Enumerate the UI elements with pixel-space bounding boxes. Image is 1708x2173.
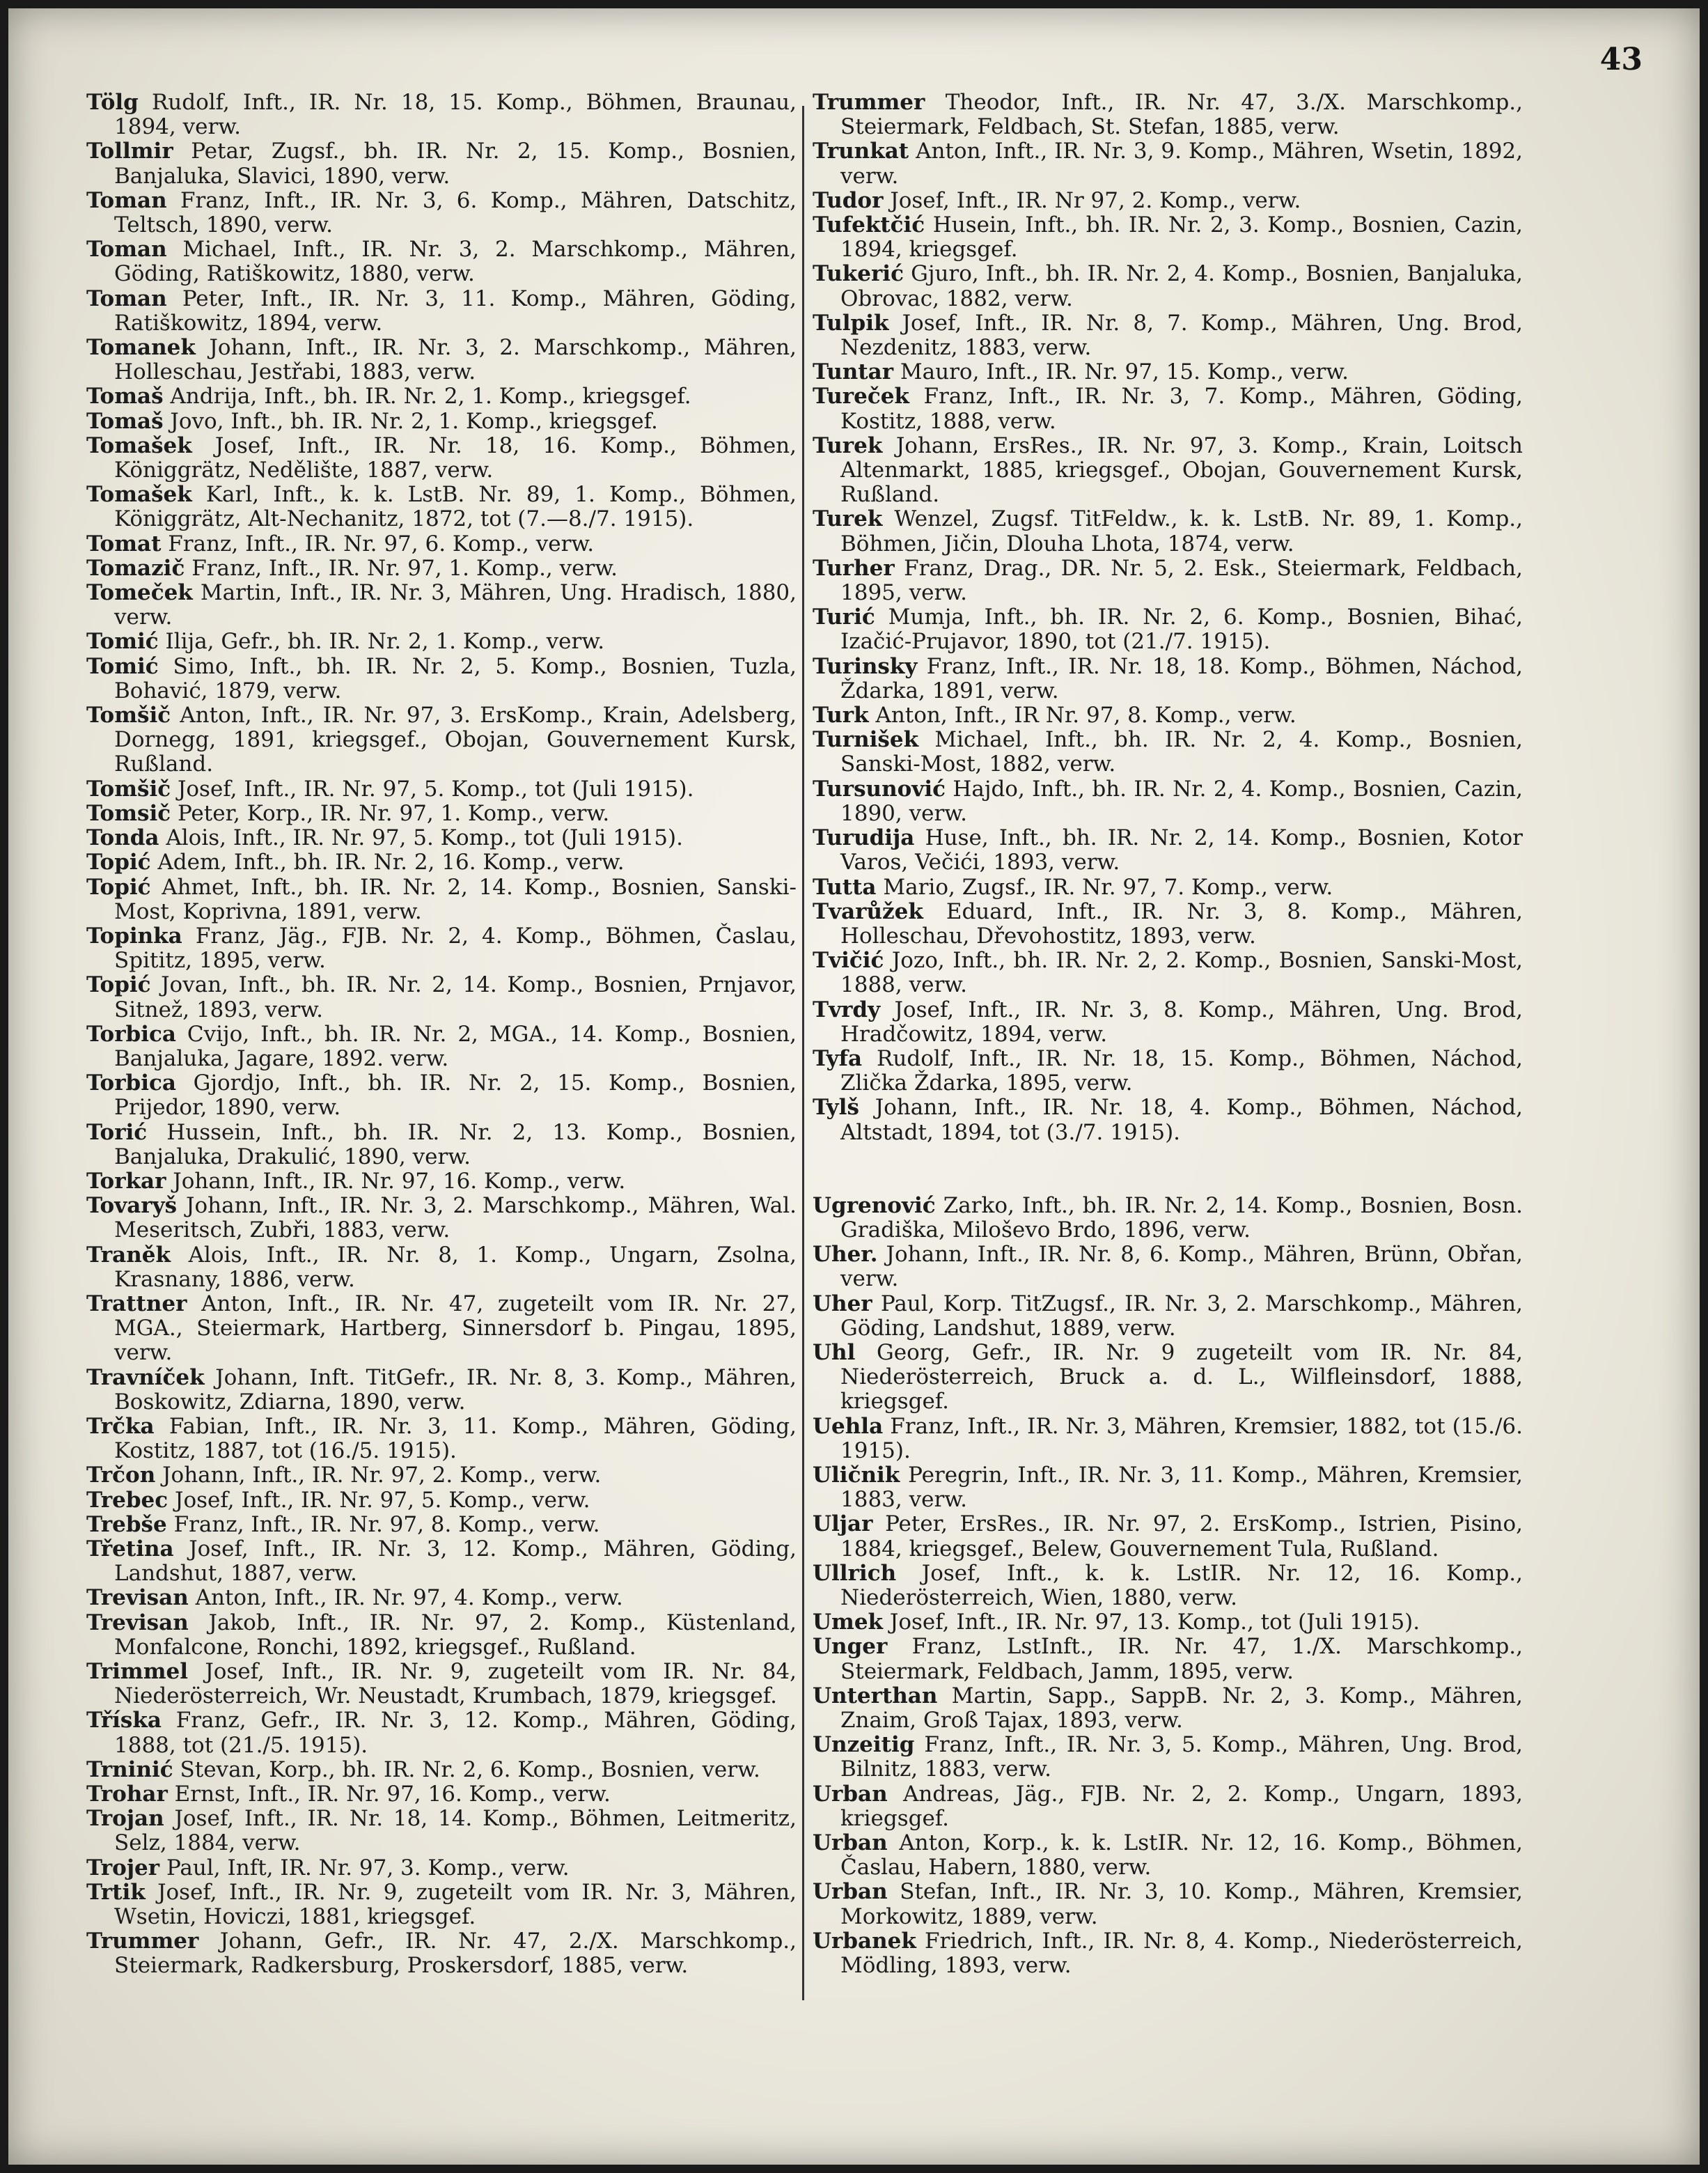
register-entry [86, 581, 797, 630]
entry-details: Josef, Inft., IR. Nr. 18, 16. Komp., Böhmen, Königgrätz, Nedělište, 1887, verw. [114, 433, 797, 483]
entry-surname: Urban [813, 1781, 888, 1807]
entry-surname: Urban [813, 1879, 888, 1905]
register-entry [86, 1611, 797, 1660]
register-entry [86, 336, 797, 384]
entry-details: Johann, Inft., IR. Nr. 8, 6. Komp., Mähren, Brünn, Obřan, verw. [840, 1242, 1523, 1292]
entry-details: Fabian, Inft., IR. Nr. 3, 11. Komp., Mähren, Göding, Kostitz, 1887, tot (16./5. 1915). [114, 1413, 797, 1464]
entry-details: Huse, Inft., bh. IR. Nr. 2, 14. Komp., Bosnien, Kotor Varos, Večići, 1893, verw. [840, 825, 1523, 875]
entry-surname: Toman [86, 187, 167, 213]
entry-surname: Travníček [86, 1364, 205, 1390]
register-entry [86, 655, 797, 703]
entry-details: Michael, Inft., IR. Nr. 3, 2. Marschkomp., Mähren, Göding, Ratiškowitz, 1880, verw. [114, 237, 797, 287]
entry-surname: Unzeitig [813, 1732, 915, 1758]
entry-details: Wenzel, Zugsf. TitFeldw., k. k. LstB. Nr. 89, 1. Komp., Böhmen, Jičin, Dlouha Lhota, 1874, verw. [840, 506, 1523, 556]
entry-surname: Tvarůžek [813, 898, 923, 924]
entry-details: Josef, Inft., IR. Nr. 97, 5. Komp., verw. [175, 1487, 590, 1513]
entry-details: Mumja, Inft., bh. IR. Nr. 2, 6. Komp., Bosnien, Bihać, Izačić-Prujavor, 1890, tot (21./7. 1915). [840, 605, 1523, 655]
entry-surname: Tutta [813, 874, 877, 900]
register-entry [86, 1537, 797, 1586]
entry-surname: Turher [813, 555, 895, 581]
entry-surname: Trohar [86, 1782, 168, 1807]
entry-details: Franz, Inft., IR. Nr. 3, 7. Komp., Mähren, Göding, Kostitz, 1888, verw. [840, 384, 1523, 434]
register-entry [86, 777, 797, 802]
entry-surname: Tomić [86, 629, 159, 655]
entry-details: Johann, ErsRes., IR. Nr. 97, 3. Komp., Krain, Loitsch Altenmarkt, 1885, kriegsgef., Obojan, Gouvernement Kursk, Rußland. [840, 433, 1523, 508]
register-entry [86, 875, 797, 924]
register-entry [86, 1782, 797, 1807]
entry-details: Theodor, Inft., IR. Nr. 47, 3./X. Marschkomp., Steiermark, Feldbach, St. Stefan, 1885, verw. [840, 90, 1523, 140]
register-entry [813, 434, 1523, 508]
entry-surname: Tomat [86, 531, 162, 556]
entry-details: Stevan, Korp., bh. IR. Nr. 2, 6. Komp., Bosnien, verw. [180, 1757, 760, 1782]
register-entry [813, 703, 1523, 728]
entry-surname: Tvičić [813, 948, 884, 974]
left-column [86, 91, 797, 1979]
entry-details: Franz, LstInft., IR. Nr. 47, 1./X. Marschkomp., Steiermark, Feldbach, Jamm, 1895, verw. [840, 1634, 1523, 1684]
entry-surname: Tomeček [86, 580, 193, 606]
entry-surname: Torkar [86, 1168, 166, 1194]
entry-surname: Toman [86, 286, 167, 311]
register-entry [86, 1807, 797, 1855]
register-entry [813, 1684, 1523, 1733]
entry-details: Jovan, Inft., bh. IR. Nr. 2, 14. Komp., Bosnien, Prnjavor, Sitnež, 1893, verw. [114, 972, 797, 1022]
entry-details: Franz, Inft., IR. Nr. 18, 18. Komp., Böhmen, Náchod, Ždarka, 1891, verw. [840, 653, 1523, 703]
entry-surname: Traněk [86, 1242, 171, 1268]
register-entry [813, 1929, 1523, 1978]
entry-surname: Trebec [86, 1487, 169, 1513]
entry-surname: Trummer [86, 1929, 199, 1954]
entry-surname: Tomaš [86, 384, 164, 410]
entry-details: Franz, Inft., IR. Nr. 3, 6. Komp., Mähren, Datschitz, Teltsch, 1890, verw. [114, 187, 797, 238]
register-entry [86, 237, 797, 286]
entry-details: Husein, Inft., bh. IR. Nr. 2, 3. Komp., Bosnien, Cazin, 1894, kriegsgef. [840, 212, 1523, 263]
entry-details: Friedrich, Inft., IR. Nr. 8, 4. Komp., Niederösterreich, Mödling, 1893, verw. [840, 1928, 1523, 1979]
register-entry [86, 1758, 797, 1782]
register-entry [813, 1096, 1523, 1144]
entry-details: Anton, Inft., IR. Nr. 47, zugeteilt vom IR. Nr. 27, MGA., Steiermark, Hartberg, Sinnersdorf b. Pingau, 1895, verw. [114, 1291, 797, 1366]
register-entry [86, 1513, 797, 1537]
register-entry [86, 826, 797, 850]
entry-surname: Tursunović [813, 776, 946, 802]
register-entry [86, 1880, 797, 1929]
register-entry [813, 213, 1523, 262]
register-entry [813, 556, 1523, 605]
entry-surname: Uehla [813, 1413, 884, 1439]
entry-surname: Urbanek [813, 1928, 916, 1954]
register-entry [86, 1660, 797, 1708]
entry-surname: Tříska [86, 1708, 162, 1734]
register-entry [86, 434, 797, 483]
section-gap [813, 1145, 1523, 1194]
right-column-u-section [813, 1194, 1523, 1979]
register-entry [813, 1831, 1523, 1880]
entry-surname: Turić [813, 605, 875, 630]
register-entry [813, 360, 1523, 384]
entry-details: Mauro, Inft., IR. Nr. 97, 15. Komp., verw. [900, 359, 1349, 385]
entry-details: Peter, ErsRes., IR. Nr. 97, 2. ErsKomp., Istrien, Pisino, 1884, kriegsgef., Belew, Gouvernement Tula, Rußland. [840, 1511, 1523, 1561]
entry-surname: Trebše [86, 1511, 167, 1537]
register-entry [813, 1561, 1523, 1610]
column-divider [802, 106, 804, 2000]
entry-details: Michael, Inft., bh. IR. Nr. 2, 4. Komp., Bosnien, Sanski-Most, 1882, verw. [840, 727, 1523, 777]
entry-details: Gjordjo, Inft., bh. IR. Nr. 2, 15. Komp., Bosnien, Prijedor, 1890, verw. [114, 1070, 797, 1121]
entry-surname: Unterthan [813, 1683, 938, 1708]
entry-surname: Třetina [86, 1536, 174, 1561]
entry-details: Johann, Inft., IR. Nr. 3, 2. Marschkomp., Mähren, Wal. Meseritsch, Zubři, 1883, verw. [114, 1193, 797, 1243]
entry-surname: Trčka [86, 1413, 155, 1439]
entry-details: Franz, Jäg., FJB. Nr. 2, 4. Komp., Böhmen, Časlau, Spititz, 1895, verw. [114, 923, 797, 974]
entry-surname: Tufektčić [813, 212, 925, 238]
entry-surname: Topić [86, 874, 151, 900]
entry-surname: Tovaryš [86, 1193, 178, 1219]
entry-surname: Tukerić [813, 261, 904, 287]
register-entry [813, 1512, 1523, 1561]
register-entry [813, 900, 1523, 949]
register-entry [813, 1243, 1523, 1291]
entry-details: Adem, Inft., bh. IR. Nr. 2, 16. Komp., verw. [157, 850, 625, 875]
register-entry [813, 91, 1523, 139]
register-entry [86, 483, 797, 531]
entry-details: Anton, Inft., IR. Nr. 97, 3. ErsKomp., Krain, Adelsberg, Dornegg, 1891, kriegsgef., Obojan, Gouvernement Kursk, Rußland. [114, 703, 797, 777]
entry-details: Cvijo, Inft., bh. IR. Nr. 2, MGA., 14. Komp., Bosnien, Banjaluka, Jagare, 1892. verw. [114, 1021, 797, 1071]
entry-surname: Uher [813, 1291, 872, 1316]
register-entry [813, 1880, 1523, 1929]
register-entry [813, 1733, 1523, 1782]
entry-details: Ahmet, Inft., bh. IR. Nr. 2, 14. Komp., Bosnien, Sanski-Most, Koprivna, 1891, verw. [114, 874, 797, 924]
entry-details: Martin, Inft., IR. Nr. 3, Mähren, Ung. Hradisch, 1880, verw. [114, 580, 797, 630]
entry-surname: Tudor [813, 187, 884, 213]
register-entry [813, 998, 1523, 1047]
right-column-t-section [813, 91, 1523, 1145]
entry-details: Franz, Inft., IR. Nr. 97, 6. Komp., verw. [168, 531, 595, 556]
entry-details: Andrija, Inft., bh. IR. Nr. 2, 1. Komp., kriegsgef. [170, 384, 691, 410]
register-entry [86, 189, 797, 237]
entry-details: Anton, Korp., k. k. LstIR. Nr. 12, 16. Komp., Böhmen, Časlau, Habern, 1880, verw. [840, 1830, 1523, 1880]
entry-details: Simo, Inft., bh. IR. Nr. 2, 5. Komp., Bosnien, Tuzla, Bohavić, 1879, verw. [114, 653, 797, 703]
right-column [813, 91, 1523, 1978]
entry-surname: Unger [813, 1634, 888, 1660]
register-entry [813, 875, 1523, 900]
entry-surname: Tollmir [86, 139, 173, 164]
register-entry [813, 728, 1523, 777]
register-entry [86, 1586, 797, 1610]
register-entry [813, 507, 1523, 556]
entry-details: Josef, Inft., IR. Nr 97, 2. Komp., verw. [890, 187, 1301, 213]
entry-details: Jozo, Inft., bh. IR. Nr. 2, 2. Komp., Bosnien, Sanski-Most, 1888, verw. [840, 948, 1523, 998]
entry-details: Johann, Inft., IR. Nr. 97, 2. Komp., verw. [162, 1463, 602, 1488]
register-entry [86, 532, 797, 556]
entry-details: Petar, Zugsf., bh. IR. Nr. 2, 15. Komp., Bosnien, Banjaluka, Slavici, 1890, verw. [114, 139, 797, 189]
entry-details: Johann, Inft., IR. Nr. 18, 4. Komp., Böhmen, Náchod, Altstadt, 1894, tot (3./7. 1915). [840, 1095, 1523, 1145]
entry-details: Johann, Gefr., IR. Nr. 47, 2./X. Marschkomp., Steiermark, Radkersburg, Proskersdorf, 1885, verw. [114, 1929, 797, 1979]
entry-details: Josef, Inft., IR. Nr. 18, 14. Komp., Böhmen, Leitmeritz, Selz, 1884, verw. [114, 1806, 797, 1856]
entry-details: Franz, Gefr., IR. Nr. 3, 12. Komp., Mähren, Göding, 1888, tot (21./5. 1915). [114, 1708, 797, 1758]
entry-details: Franz, Drag., DR. Nr. 5, 2. Esk., Steiermark, Feldbach, 1895, verw. [840, 555, 1523, 606]
entry-surname: Tvrdy [813, 997, 881, 1022]
entry-details: Josef, Inft., k. k. LstIR. Nr. 12, 16. Komp., Niederösterreich, Wien, 1880, verw. [840, 1560, 1523, 1610]
register-entry [813, 1415, 1523, 1463]
register-entry [86, 1488, 797, 1513]
register-entry [813, 1194, 1523, 1243]
entry-surname: Urban [813, 1830, 888, 1856]
register-entry [86, 91, 797, 139]
entry-surname: Umek [813, 1610, 884, 1635]
entry-surname: Trevisan [86, 1610, 189, 1635]
entry-details: Stefan, Inft., IR. Nr. 3, 10. Komp., Mähren, Kremsier, Morkowitz, 1889, verw. [840, 1879, 1523, 1929]
entry-details: Paul, Korp. TitZugsf., IR. Nr. 3, 2. Marschkomp., Mähren, Göding, Landshut, 1889, verw. [840, 1291, 1523, 1341]
entry-surname: Trunkat [813, 139, 909, 164]
register-entry [86, 1194, 797, 1243]
entry-details: Paul, Inft, IR. Nr. 97, 3. Komp., verw. [166, 1855, 570, 1880]
register-entry [86, 1708, 797, 1757]
entry-details: Johann, Inft., IR. Nr. 3, 2. Marschkomp., Mähren, Holleschau, Jestřabi, 1883, verw. [114, 335, 797, 385]
entry-surname: Torbica [86, 1021, 176, 1047]
register-entry [86, 924, 797, 973]
entry-details: Eduard, Inft., IR. Nr. 3, 8. Komp., Mähren, Holleschau, Dřevohostitz, 1893, verw. [840, 898, 1523, 949]
entry-details: Alois, Inft., IR. Nr. 8, 1. Komp., Ungarn, Zsolna, Krasnany, 1886, verw. [114, 1242, 797, 1292]
entry-details: Peter, Korp., IR. Nr. 97, 1. Komp., verw. [177, 800, 610, 826]
register-entry [86, 802, 797, 826]
register-entry [813, 826, 1523, 875]
register-entry [86, 1856, 797, 1880]
entry-details: Ilija, Gefr., bh. IR. Nr. 2, 1. Komp., verw. [165, 629, 605, 655]
register-entry [86, 973, 797, 1022]
entry-surname: Tulpik [813, 310, 889, 336]
entry-details: Zarko, Inft., bh. IR. Nr. 2, 14. Komp., Bosnien, Bosn. Gradiška, Miloševo Brdo, 1896, verw. [840, 1192, 1523, 1243]
register-entry [86, 1929, 797, 1978]
entry-details: Ernst, Inft., IR. Nr. 97, 16. Komp., verw. [174, 1782, 611, 1807]
entry-surname: Turek [813, 433, 883, 458]
entry-surname: Tomšič [86, 776, 171, 802]
register-entry [86, 850, 797, 875]
entry-surname: Topić [86, 972, 151, 998]
register-entry [813, 262, 1523, 311]
entry-surname: Tuntar [813, 359, 894, 385]
entry-details: Karl, Inft., k. k. LstB. Nr. 89, 1. Komp., Böhmen, Königgrätz, Alt-Nechanitz, 1872, tot (7.—8./7. 1915). [114, 482, 797, 532]
register-entry [86, 139, 797, 188]
entry-details: Jovo, Inft., bh. IR. Nr. 2, 1. Komp., kriegsgef. [170, 408, 658, 434]
register-entry [86, 1366, 797, 1415]
entry-surname: Tylš [813, 1095, 859, 1121]
entry-surname: Toman [86, 237, 167, 263]
entry-details: Josef, Inft., IR. Nr. 9, zugeteilt vom IR. Nr. 84, Niederösterreich, Wr. Neustadt, Krumbach, 1879, kriegsgef. [114, 1659, 797, 1709]
entry-details: Franz, Inft., IR. Nr. 97, 1. Komp., verw. [191, 555, 618, 581]
entry-details: Josef, Inft., IR. Nr. 3, 8. Komp., Mähren, Ung. Brod, Hradčowitz, 1894, verw. [840, 997, 1523, 1047]
entry-surname: Uljar [813, 1511, 873, 1537]
register-entry [813, 1292, 1523, 1341]
register-entry [86, 1169, 797, 1194]
entry-surname: Turnišek [813, 727, 919, 753]
entry-details: Rudolf, Inft., IR. Nr. 18, 15. Komp., Böhmen, Braunau, 1894, verw. [114, 90, 797, 140]
register-entry [86, 703, 797, 777]
entry-surname: Torić [86, 1119, 148, 1145]
entry-surname: Trevisan [86, 1585, 189, 1611]
entry-surname: Trattner [86, 1291, 187, 1316]
entry-details: Peter, Inft., IR. Nr. 3, 11. Komp., Mähren, Göding, Ratiškowitz, 1894, verw. [114, 286, 797, 336]
register-entry [86, 1292, 797, 1366]
entry-surname: Tomić [86, 653, 159, 679]
register-entry [813, 777, 1523, 826]
entry-details: Franz, Inft., IR. Nr. 3, Mähren, Kremsier, 1882, tot (15./6. 1915). [840, 1413, 1523, 1463]
entry-details: Martin, Sapp., SappB. Nr. 2, 3. Komp., Mähren, Znaim, Groß Tajax, 1893, verw. [840, 1683, 1523, 1733]
entry-details: Josef, Inft., IR. Nr. 8, 7. Komp., Mähren, Ung. Brod, Nezdenitz, 1883, verw. [840, 310, 1523, 361]
entry-details: Anton, Inft., IR Nr. 97, 8. Komp., verw. [875, 703, 1296, 729]
entry-details: Franz, Inft., IR. Nr. 97, 8. Komp., verw. [173, 1511, 600, 1537]
entry-surname: Topinka [86, 923, 182, 949]
register-entry [86, 1243, 797, 1292]
register-entry [813, 189, 1523, 213]
entry-details: Andreas, Jäg., FJB. Nr. 2, 2. Komp., Ungarn, 1893, kriegsgef. [840, 1781, 1523, 1831]
register-entry [813, 1635, 1523, 1683]
entry-details: Georg, Gefr., IR. Nr. 9 zugeteilt vom IR. Nr. 84, Niederösterreich, Bruck a. d. L., Wilfleinsdorf, 1888, kriegsgef. [840, 1339, 1523, 1415]
entry-details: Johann, Inft. TitGefr., IR. Nr. 8, 3. Komp., Mähren, Boskowitz, Zdiarna, 1890, verw. [114, 1364, 797, 1415]
entry-details: Josef, Inft., IR. Nr. 97, 5. Komp., tot (Juli 1915). [177, 776, 694, 802]
entry-surname: Uhl [813, 1339, 856, 1365]
document-page [8, 8, 1700, 2165]
entry-details: Jakob, Inft., IR. Nr. 97, 2. Komp., Küstenland, Monfalcone, Ronchi, 1892, kriegsgef., Rußland. [114, 1610, 797, 1660]
entry-details: Hussein, Inft., bh. IR. Nr. 2, 13. Komp., Bosnien, Banjaluka, Drakulić, 1890, verw. [114, 1119, 797, 1169]
entry-surname: Trninić [86, 1757, 173, 1782]
entry-surname: Uličnik [813, 1462, 900, 1488]
entry-surname: Tureček [813, 384, 909, 410]
register-entry [813, 384, 1523, 433]
entry-surname: Trojer [86, 1855, 160, 1880]
register-entry [813, 1782, 1523, 1831]
entry-surname: Ullrich [813, 1560, 897, 1586]
register-entry [813, 1610, 1523, 1635]
entry-surname: Ugrenović [813, 1192, 936, 1218]
entry-surname: Tomaš [86, 408, 164, 434]
register-entry [86, 1071, 797, 1120]
register-entry [813, 605, 1523, 654]
entry-details: Anton, Inft., IR. Nr. 97, 4. Komp., verw. [195, 1585, 623, 1611]
entry-details: Peregrin, Inft., IR. Nr. 3, 11. Komp., Mähren, Kremsier, 1883, verw. [840, 1462, 1523, 1513]
register-entry [813, 1463, 1523, 1512]
register-entry [86, 1022, 797, 1071]
entry-surname: Tyfa [813, 1045, 863, 1071]
register-entry [86, 287, 797, 336]
entry-details: Alois, Inft., IR. Nr. 97, 5. Komp., tot (Juli 1915). [166, 825, 683, 851]
entry-details: Josef, Inft., IR. Nr. 3, 12. Komp., Mähren, Göding, Landshut, 1887, verw. [114, 1536, 797, 1587]
entry-surname: Trčon [86, 1463, 156, 1488]
entry-surname: Trtik [86, 1879, 146, 1905]
page-number: 43 [1599, 42, 1643, 77]
entry-surname: Uher. [813, 1242, 878, 1268]
entry-surname: Turk [813, 703, 869, 729]
entry-surname: Tonda [86, 825, 159, 851]
entry-surname: Turek [813, 506, 883, 532]
register-entry [86, 630, 797, 654]
entry-surname: Tomazič [86, 555, 185, 581]
register-entry [86, 410, 797, 434]
entry-details: Hajdo, Inft., bh. IR. Nr. 2, 4. Komp., Bosnien, Cazin, 1890, verw. [840, 776, 1523, 826]
entry-surname: Torbica [86, 1070, 176, 1096]
entry-details: Gjuro, Inft., bh. IR. Nr. 2, 4. Komp., Bosnien, Banjaluka, Obrovac, 1882, verw. [840, 261, 1523, 311]
entry-surname: Tomašek [86, 433, 192, 458]
entry-details: Franz, Inft., IR. Nr. 3, 5. Komp., Mähren, Ung. Brod, Bilnitz, 1883, verw. [840, 1732, 1523, 1782]
register-entry [813, 1341, 1523, 1415]
entry-details: Josef, Inft., IR. Nr. 9, zugeteilt vom IR. Nr. 3, Mähren, Wsetin, Hoviczi, 1881, kriegsgef. [114, 1879, 797, 1930]
register-entry [86, 556, 797, 581]
register-entry [813, 949, 1523, 997]
register-entry [86, 1415, 797, 1463]
register-entry [813, 139, 1523, 188]
register-entry [813, 311, 1523, 360]
entry-details: Mario, Zugsf., IR. Nr. 97, 7. Komp., verw. [883, 874, 1333, 900]
register-entry [86, 1463, 797, 1488]
entry-surname: Tomšič [86, 703, 171, 729]
entry-surname: Tölg [86, 90, 139, 115]
entry-details: Josef, Inft., IR. Nr. 97, 13. Komp., tot (Juli 1915). [889, 1610, 1420, 1635]
register-entry [86, 384, 797, 409]
entry-surname: Turudija [813, 825, 915, 851]
entry-details: Johann, Inft., IR. Nr. 97, 16. Komp., verw. [173, 1168, 626, 1194]
entry-details: Anton, Inft., IR. Nr. 3, 9. Komp., Mähren, Wsetin, 1892, verw. [840, 139, 1523, 189]
register-entry [86, 1121, 797, 1169]
register-entry [813, 655, 1523, 703]
register-entry [813, 1047, 1523, 1096]
entry-surname: Turinsky [813, 653, 918, 679]
entry-surname: Tomanek [86, 335, 196, 361]
entry-surname: Tomašek [86, 482, 192, 508]
entry-surname: Trojan [86, 1806, 164, 1832]
entry-details: Rudolf, Inft., IR. Nr. 18, 15. Komp., Böhmen, Náchod, Zlička Ždarka, 1895, verw. [840, 1045, 1523, 1096]
entry-surname: Trimmel [86, 1659, 189, 1684]
entry-surname: Tomsič [86, 800, 171, 826]
entry-surname: Trummer [813, 90, 925, 115]
entry-surname: Topić [86, 850, 151, 875]
